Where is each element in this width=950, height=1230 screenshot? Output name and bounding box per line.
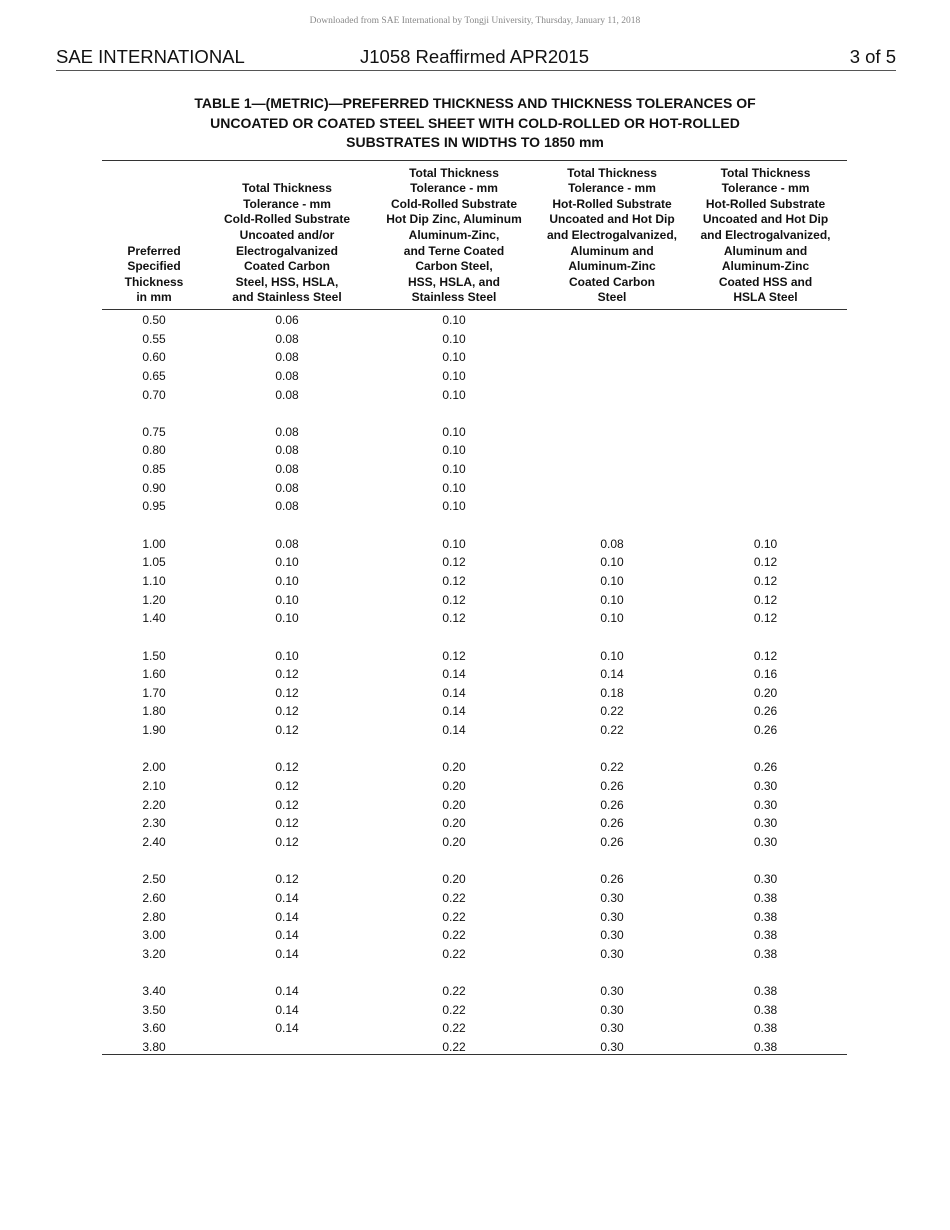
table-cell: 3.80 xyxy=(142,1039,166,1054)
table-cell: 0.22 xyxy=(600,704,624,719)
table-cell: 0.12 xyxy=(275,797,299,812)
table-cell: 0.30 xyxy=(600,1021,624,1036)
table-cell: 0.14 xyxy=(275,890,299,905)
table-row xyxy=(102,572,847,591)
table-cell: 0.26 xyxy=(600,834,624,849)
col-head-hot-rolled-carbon xyxy=(540,166,684,306)
table-cell: 0.30 xyxy=(753,779,778,794)
table-cell: 0.50 xyxy=(142,313,166,327)
col-head-line: Total Thickness xyxy=(409,165,499,180)
table-cell: 0.12 xyxy=(275,685,299,700)
table-cell: 3.60 xyxy=(142,1021,166,1036)
download-watermark: Downloaded from SAE International by Tongji University, Thursday, January 11, 2018 xyxy=(309,16,641,26)
table-cell: 3.00 xyxy=(142,928,166,943)
table-header-rule xyxy=(102,309,847,310)
table-cell: 0.30 xyxy=(600,909,624,924)
table-cell: 0.08 xyxy=(275,331,299,346)
col-head-line: in mm xyxy=(136,290,172,305)
table-cell: 0.12 xyxy=(442,648,466,663)
table-cell: 0.14 xyxy=(275,1002,299,1017)
col-head-line: Carbon Steel, xyxy=(415,259,493,274)
table-row xyxy=(102,1019,847,1038)
table-cell: 0.30 xyxy=(753,797,778,812)
table-cell: 2.60 xyxy=(142,890,166,905)
table-cell: 0.12 xyxy=(275,834,299,849)
col-head-line: Hot Dip Zinc, Aluminum xyxy=(386,212,522,227)
table-cell: 0.08 xyxy=(275,350,299,365)
col-head-line: Stainless Steel xyxy=(411,290,497,305)
col-head-line: Coated Carbon xyxy=(243,259,330,274)
table-cell: 0.38 xyxy=(753,909,778,924)
table-cell: 0.30 xyxy=(753,872,778,887)
table-row xyxy=(102,945,847,964)
col-head-line: Aluminum-Zinc, xyxy=(408,228,500,243)
table-cell: 2.50 xyxy=(142,872,166,887)
table-cell: 0.12 xyxy=(442,555,466,570)
table-cell: 0.38 xyxy=(753,946,778,961)
table-row xyxy=(102,833,847,852)
col-head-line: Steel, HSS, HSLA, xyxy=(235,274,339,289)
table-cell: 0.22 xyxy=(442,984,466,999)
table-cell: 1.10 xyxy=(142,573,166,588)
table-cell: 0.08 xyxy=(275,424,299,439)
table-row xyxy=(102,796,847,815)
table-body xyxy=(102,311,847,1057)
col-head-cold-rolled-uncoated xyxy=(206,181,368,306)
table-row xyxy=(102,386,847,405)
table-row xyxy=(102,591,847,610)
table-cell: 0.22 xyxy=(442,890,466,905)
table-cell: 0.30 xyxy=(600,890,624,905)
table-cell: 0.26 xyxy=(600,797,624,812)
table-row xyxy=(102,535,847,554)
col-head-hot-rolled-hss xyxy=(684,166,847,306)
table-row xyxy=(102,926,847,945)
table-title-line: TABLE 1—(METRIC)—PREFERRED THICKNESS AND THICKNESS TOLERANCES OF xyxy=(194,95,756,111)
table-row xyxy=(102,553,847,572)
table-cell: 0.26 xyxy=(753,723,778,738)
table-cell: 0.20 xyxy=(442,816,466,831)
col-head-line: Total Thickness xyxy=(567,165,657,180)
table-cell: 0.12 xyxy=(753,648,778,663)
table-cell: 0.10 xyxy=(442,350,466,365)
col-head-preferred-thickness xyxy=(102,244,206,306)
table-row xyxy=(102,1001,847,1020)
table-cell: 0.12 xyxy=(753,573,778,588)
table-cell: 0.14 xyxy=(442,667,466,682)
table-cell: 0.10 xyxy=(275,648,299,663)
col-head-line: Tolerance - mm xyxy=(721,181,810,196)
table-cell: 1.80 xyxy=(142,704,166,719)
table-cell: 0.70 xyxy=(142,387,166,402)
col-head-line: Total Thickness xyxy=(720,165,811,180)
col-head-line: HSS, HSLA, and xyxy=(407,274,500,289)
table-cell: 0.22 xyxy=(442,909,466,924)
table-cell: 0.14 xyxy=(275,1021,299,1036)
table-cell: 0.12 xyxy=(753,611,778,626)
table-cell: 0.55 xyxy=(142,331,166,346)
table-cell: 0.12 xyxy=(275,760,299,775)
table-cell: 0.20 xyxy=(442,872,466,887)
table-row xyxy=(102,497,847,516)
table-cell: 0.38 xyxy=(753,1002,778,1017)
table-cell: 0.75 xyxy=(142,424,166,439)
table-cell: 0.14 xyxy=(442,723,466,738)
table-cell: 0.38 xyxy=(753,1021,778,1036)
table-row xyxy=(102,460,847,479)
col-head-line: Hot-Rolled Substrate xyxy=(705,196,826,211)
table-cell: 1.20 xyxy=(142,592,166,607)
table-cell: 0.26 xyxy=(600,779,624,794)
table-cell: 0.14 xyxy=(275,984,299,999)
table-cell: 0.26 xyxy=(600,816,624,831)
table-cell: 1.70 xyxy=(142,685,166,700)
table-row xyxy=(102,348,847,367)
table-cell: 0.14 xyxy=(275,946,299,961)
col-head-line: Total Thickness xyxy=(242,181,332,196)
table-cell: 0.22 xyxy=(600,760,624,775)
table-row xyxy=(102,721,847,740)
table-cell: 0.12 xyxy=(275,779,299,794)
table-cell: 0.30 xyxy=(753,816,778,831)
table-cell: 0.26 xyxy=(600,872,624,887)
table-row xyxy=(102,330,847,349)
table-cell: 0.10 xyxy=(753,536,778,551)
table-row xyxy=(102,311,847,330)
table-cell: 2.10 xyxy=(142,779,166,794)
col-head-line: Hot-Rolled Substrate xyxy=(552,196,672,211)
col-head-line: Tolerance - mm xyxy=(410,181,498,196)
table-cell: 0.16 xyxy=(753,667,778,682)
table-cell: 0.30 xyxy=(600,1002,624,1017)
table-cell: 0.30 xyxy=(600,946,624,961)
table-cell: 0.14 xyxy=(275,909,299,924)
col-head-line: Electrogalvanized xyxy=(235,243,339,258)
table-cell: 0.22 xyxy=(442,1039,466,1054)
table-row xyxy=(102,665,847,684)
table-row xyxy=(102,479,847,498)
col-head-line: Uncoated and Hot Dip xyxy=(549,212,675,227)
table-cell: 1.60 xyxy=(142,667,166,682)
table-cell: 0.26 xyxy=(753,704,778,719)
table-cell: 0.10 xyxy=(275,611,299,626)
table-cell: 0.14 xyxy=(600,667,624,682)
table-cell: 0.10 xyxy=(442,499,466,514)
header-org: SAE INTERNATIONAL xyxy=(56,46,245,67)
table-cell: 0.14 xyxy=(442,704,466,719)
table-top-rule xyxy=(102,160,847,161)
table-cell: 0.10 xyxy=(600,611,624,626)
table-cell: 0.65 xyxy=(142,368,166,383)
table-cell: 0.20 xyxy=(442,797,466,812)
table-cell: 0.12 xyxy=(753,592,778,607)
col-head-line: and Electrogalvanized, xyxy=(700,228,831,243)
table-cell: 0.10 xyxy=(600,573,624,588)
table-cell: 0.38 xyxy=(753,890,778,905)
table-title xyxy=(100,94,850,153)
col-head-line: Aluminum and xyxy=(570,243,654,258)
table-cell: 0.20 xyxy=(442,760,466,775)
table-cell: 0.30 xyxy=(600,928,624,943)
col-head-line: Cold-Rolled Substrate xyxy=(223,212,350,227)
table-cell: 0.10 xyxy=(442,443,466,458)
table-cell: 0.08 xyxy=(275,368,299,383)
table-cell: 0.30 xyxy=(600,1039,624,1054)
table-cell: 0.08 xyxy=(275,462,299,477)
table-cell: 0.10 xyxy=(600,592,624,607)
table-title-line: UNCOATED OR COATED STEEL SHEET WITH COLD-ROLLED OR HOT-ROLLED xyxy=(210,114,740,131)
table-cell: 3.40 xyxy=(142,984,166,999)
table-cell: 0.10 xyxy=(275,555,299,570)
table-cell: 0.10 xyxy=(442,313,466,327)
table-cell: 0.10 xyxy=(442,536,466,551)
table-cell: 0.60 xyxy=(142,350,166,365)
table-cell: 3.50 xyxy=(142,1002,166,1017)
table-cell: 0.10 xyxy=(275,573,299,588)
table-cell: 0.12 xyxy=(275,704,299,719)
table-row xyxy=(102,441,847,460)
table-cell: 0.22 xyxy=(442,1021,466,1036)
table-row xyxy=(102,423,847,442)
table-cell: 0.18 xyxy=(600,685,624,700)
table-cell: 3.20 xyxy=(142,946,166,961)
table-cell: 0.10 xyxy=(600,648,624,663)
table-cell: 0.10 xyxy=(600,555,624,570)
table-row xyxy=(102,367,847,386)
table-cell: 0.20 xyxy=(442,779,466,794)
col-head-line: Thickness xyxy=(124,274,184,289)
table-row xyxy=(102,870,847,889)
table-cell: 0.38 xyxy=(753,928,778,943)
table-cell: 0.10 xyxy=(442,368,466,383)
table-row xyxy=(102,758,847,777)
table-cell: 0.12 xyxy=(275,723,299,738)
header-page-number: 3 of 5 xyxy=(849,46,896,67)
table-cell: 2.30 xyxy=(142,816,166,831)
table-cell: 0.08 xyxy=(275,536,299,551)
table-cell: 0.08 xyxy=(275,387,299,402)
col-head-line: Preferred xyxy=(127,243,181,258)
table-cell: 0.10 xyxy=(442,387,466,402)
table-cell: 0.85 xyxy=(142,462,166,477)
table-cell: 0.90 xyxy=(142,480,166,495)
table-cell: 0.08 xyxy=(600,536,624,551)
table-row xyxy=(102,647,847,666)
table-cell: 0.10 xyxy=(442,424,466,439)
table-cell: 0.06 xyxy=(275,313,299,327)
table-cell: 0.38 xyxy=(753,1039,778,1054)
table-cell: 1.50 xyxy=(142,648,166,663)
table-row xyxy=(102,702,847,721)
table-cell: 0.95 xyxy=(142,499,166,514)
table-cell: 0.22 xyxy=(442,1002,466,1017)
table-cell: 2.80 xyxy=(142,909,166,924)
col-head-line: HSLA Steel xyxy=(733,290,798,305)
table-cell: 0.10 xyxy=(442,331,466,346)
table-cell: 0.12 xyxy=(442,611,466,626)
table-cell: 0.14 xyxy=(275,928,299,943)
col-head-line: Uncoated and/or xyxy=(239,228,335,243)
table-cell: 0.08 xyxy=(275,499,299,514)
table-bottom-rule xyxy=(102,1054,847,1055)
table-cell: 0.12 xyxy=(275,872,299,887)
col-head-line: Aluminum and xyxy=(723,243,808,258)
header-doc-id: J1058 Reaffirmed APR2015 xyxy=(360,46,590,67)
table-cell: 2.40 xyxy=(142,834,166,849)
table-cell: 0.30 xyxy=(600,984,624,999)
table-cell: 0.22 xyxy=(442,928,466,943)
table-row xyxy=(102,982,847,1001)
table-cell: 1.90 xyxy=(142,723,166,738)
col-head-line: Tolerance - mm xyxy=(568,181,656,196)
table-cell: 1.00 xyxy=(142,536,166,551)
table-cell: 1.05 xyxy=(142,555,166,570)
table-cell: 0.10 xyxy=(442,480,466,495)
table-cell: 2.00 xyxy=(142,760,166,775)
table-cell: 0.10 xyxy=(442,462,466,477)
table-cell: 0.12 xyxy=(442,592,466,607)
col-head-line: Aluminum-Zinc xyxy=(721,259,810,274)
table-cell: 0.14 xyxy=(442,685,466,700)
table-cell: 0.20 xyxy=(442,834,466,849)
col-head-line: Tolerance - mm xyxy=(243,196,331,211)
col-head-line: and Terne Coated xyxy=(403,243,505,258)
table-cell: 0.80 xyxy=(142,443,166,458)
col-head-line: Coated HSS and xyxy=(718,274,813,289)
table-row xyxy=(102,889,847,908)
col-head-line: Specified xyxy=(127,259,181,274)
table-cell: 0.22 xyxy=(600,723,624,738)
col-head-line: Coated Carbon xyxy=(568,274,655,289)
table-row xyxy=(102,609,847,628)
col-head-line: and Electrogalvanized, xyxy=(546,228,678,243)
table-cell: 0.12 xyxy=(753,555,778,570)
table-cell: 2.20 xyxy=(142,797,166,812)
col-head-line: Uncoated and Hot Dip xyxy=(702,212,829,227)
table-title-line: SUBSTRATES IN WIDTHS TO 1850 mm xyxy=(346,134,604,150)
table-row xyxy=(102,684,847,703)
table-cell: 0.12 xyxy=(275,667,299,682)
col-head-line: Aluminum-Zinc xyxy=(568,259,656,274)
table-cell: 0.20 xyxy=(753,685,778,700)
col-head-cold-rolled-hot-dip xyxy=(368,166,540,306)
table-row xyxy=(102,814,847,833)
table-row xyxy=(102,777,847,796)
table-cell: 0.26 xyxy=(753,760,778,775)
table-cell: 0.30 xyxy=(753,834,778,849)
table-cell: 0.10 xyxy=(275,592,299,607)
table-cell: 0.22 xyxy=(442,946,466,961)
header-rule xyxy=(56,70,896,71)
table-row xyxy=(102,908,847,927)
table-cell: 0.08 xyxy=(275,443,299,458)
col-head-line: Cold-Rolled Substrate xyxy=(390,196,517,211)
table-cell: 0.12 xyxy=(442,573,466,588)
table-cell: 1.40 xyxy=(142,611,166,626)
table-cell: 0.08 xyxy=(275,480,299,495)
table-cell: 0.12 xyxy=(275,816,299,831)
col-head-line: and Stainless Steel xyxy=(232,290,342,305)
table-header xyxy=(102,166,847,306)
page-header xyxy=(56,46,896,68)
table-cell: 0.38 xyxy=(753,984,778,999)
col-head-line: Steel xyxy=(597,290,627,305)
